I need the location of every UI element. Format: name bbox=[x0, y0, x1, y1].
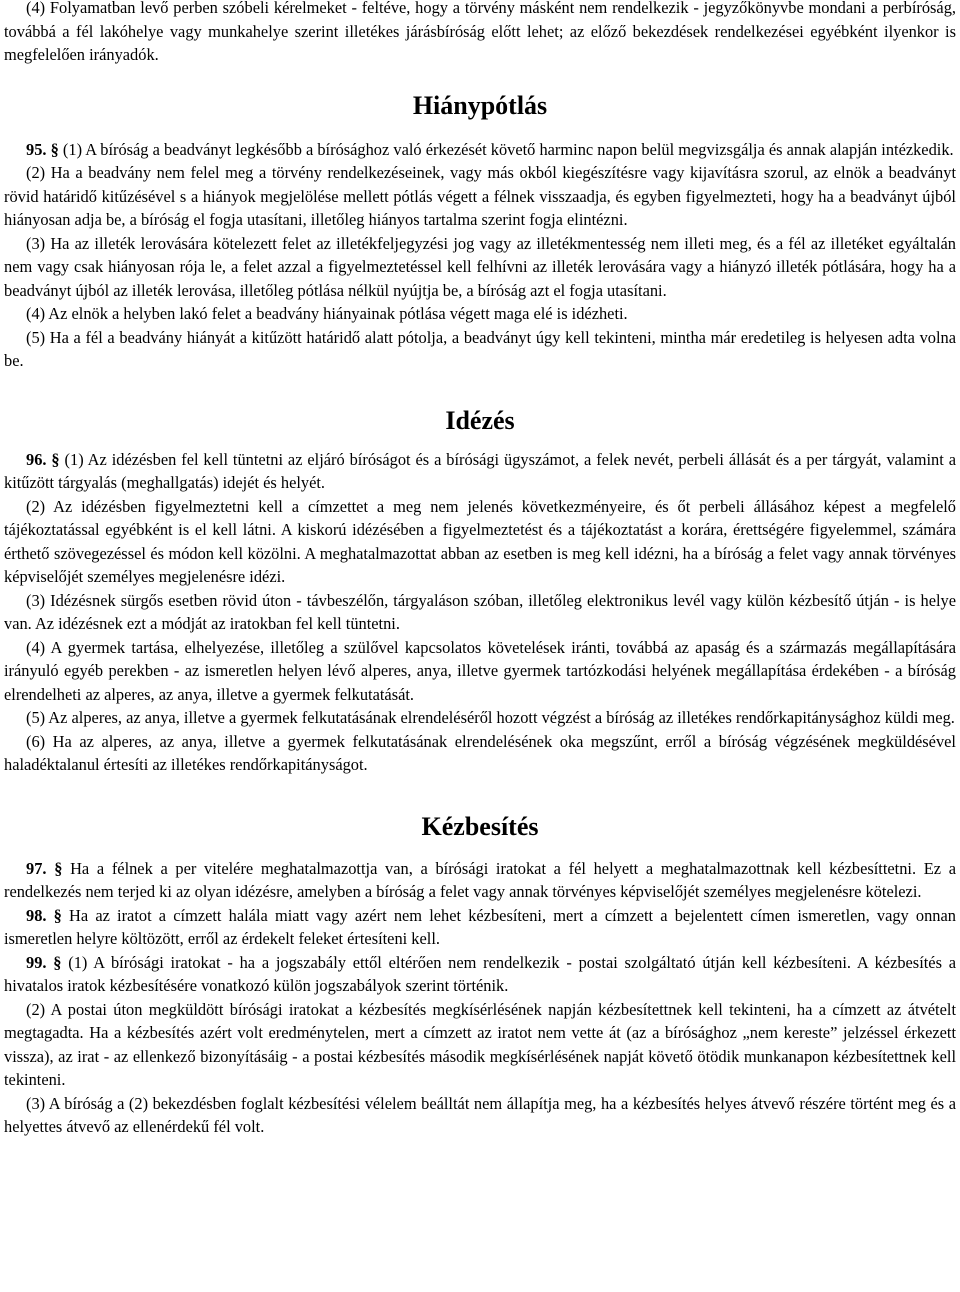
section-99-para-3: (3) A bíróság a (2) bekezdésben foglalt kézbesítési vélelem beálltát nem állapítja meg, ha a kézbesítés helyes átvevő részére történt meg és a helyettes átvevő az ellenérdekű fél volt. bbox=[4, 1093, 956, 1136]
section-number-97: 97. bbox=[26, 858, 47, 878]
section-sign: § bbox=[51, 449, 60, 469]
section-96-para-2: (2) Az idézésben figyelmeztetni kell a címzettet a meg nem jelenés következményeire, és őt perbeli állásához képest a megfelelő tájékoztatással egyébként is el kell látni. A kiskorú idézésében a figyelmeztetést és a tájékoztatást a korára, érettségére figyelemmel, számára érthető szövegezéssel és módon kell közölni. A meghatalmazottat abban az esetben is meg kell idézni, ha a bíróság a felet vagy annak törvényes képviselőjét személyes megjelenésre idézi. bbox=[4, 496, 956, 586]
heading-hianypotlas: Hiánypótlás bbox=[412, 90, 548, 120]
section-96-para-1 bbox=[4, 448, 956, 495]
section-96-para-4: (4) A gyermek tartása, elhelyezése, illetőleg a szülővel kapcsolatos követelések iránti, továbbá az apaság és a származás megállapítására irányuló egyéb perekben - az ismeretlen helyen lévő alperes, anya, illetve gyermek tartózkodási helyének megállapítása érdekében - a bíróság elrendelheti az alperes, az anya, illetve a gyermek felkutatását. bbox=[4, 637, 956, 704]
section-95-para-4: (4) Az elnök a helyben lakó felet a beadvány hiányainak pótlása végett maga elé is idézheti. bbox=[26, 304, 628, 323]
section-96-text-1: (1) Az idézésben fel kell tüntetni az eljáró bíróságot és a bírósági ügyszámot, a felek nevét, perbeli állását és a per tárgyát, valamint a kitűzött tárgyalás (meghallgatás) idejét és helyét. bbox=[4, 449, 956, 492]
section-95-para-3: (3) Ha az illeték lerovására kötelezett felet az illetékfeljegyzési jog vagy az illetékmentesség nem illeti meg, és a fél az illetéket egyáltalán nem vagy csak hiányosan rója le, a felet azzal a figyelmeztetéssel kell felhívni az illeték lerovására vagy a hiányzó illeték pótlására, hogy ha a beadványt újból az illeték lerovása, illetőleg pótlása nélkül nyújtja be, a bíróság azt el fogja utasítani. bbox=[4, 233, 956, 300]
paragraph-94-4: (4) Folyamatban levő perben szóbeli kérelmeket - feltéve, hogy a törvény másként nem rendelkezik - jegyzőkönyvbe mondani a perbíróság, továbbá a fél lakóhelye vagy munkahelye szerint illetékes járásbíróság előtt lehet; az előző bekezdések rendelkezései egyébként ilyenkor is megfelelően irányadók. bbox=[4, 0, 956, 64]
section-96-para-5: (5) Az alperes, az anya, illetve a gyermek felkutatásának elrendeléséről hozott végzést a bíróság az illetékes rendőrkapitánysághoz küldi meg. bbox=[26, 708, 955, 727]
section-number-96: 96. bbox=[26, 449, 47, 469]
section-sign: § bbox=[53, 905, 62, 925]
section-98 bbox=[4, 904, 956, 951]
section-98-text: Ha az iratot a címzett halála miatt vagy azért nem lehet kézbesíteni, mert a címzett a bejelentett címen ismeretlen, vagy onnan ismeretlen helyre költözött, erről az érdekelt feleket értesíteni kell. bbox=[4, 905, 956, 948]
section-number-99: 99. bbox=[26, 952, 47, 972]
section-95-para-5: (5) Ha a fél a beadvány hiányát a kitűzött határidő alatt pótolja, a beadványt úgy kell tekinteni, mintha már eredetileg is helyesen adta volna be. bbox=[4, 327, 956, 370]
section-96-para-6: (6) Ha az alperes, az anya, illetve a gyermek felkutatásának elrendelésének oka megszűnt, erről a bíróság végzésének megküldésével haladéktalanul értesíti az illetékes rendőrkapitányságot. bbox=[4, 731, 956, 774]
section-97 bbox=[4, 857, 956, 904]
section-sign: § bbox=[54, 858, 63, 878]
heading-idezes: Idézés bbox=[445, 405, 515, 435]
section-99-para-2: (2) A postai úton megküldött bírósági iratokat a kézbesítés megkísérlésének napján kézbesítettnek kell tekinteni, ha a címzett az átvételt megtagadta. Ha a kézbesítés azért volt eredménytelen, mert a címzett az iratot nem vette át (az a bírósághoz „nem kereste” jelzéssel érkezett vissza), az irat - az ellenkező bizonyításáig - a postai kézbesítés második megkísérlésének napját követő ötödik munkanapon kézbesítettnek kell tekinteni. bbox=[4, 999, 956, 1089]
section-96-para-3: (3) Idézésnek sürgős esetben rövid úton - távbeszélőn, tárgyaláson szóban, illetőleg elektronikus levél vagy külön kézbesítő útján - is helye van. Az idézésnek ezt a módját az iratokban fel kell tüntetni. bbox=[4, 590, 956, 633]
section-95-text-1: (1) A bíróság a beadványt legkésőbb a bírósághoz való érkezését követő harminc napon belül megvizsgálja és annak alapján intézkedik. bbox=[62, 139, 954, 159]
section-95-para-2: (2) Ha a beadvány nem felel meg a törvény rendelkezéseinek, vagy más okból kiegészítésre vagy kijavításra szorul, az elnök a beadványt rövid határidő kitűzésével s a hiányok megjelölése mellett pótlás végett a félnek visszaadja, és egyben figyelmezteti, hogy ha a beadványt újból hiányosan adja be, a bíróság el fogja utasítani, illetőleg hiányos tartalma szerint fogja elintézni. bbox=[4, 163, 956, 229]
section-sign: § bbox=[53, 952, 62, 972]
section-95-para-1 bbox=[4, 138, 956, 162]
heading-kezbesites: Kézbesítés bbox=[421, 811, 539, 841]
section-99-text-1: (1) A bírósági iratokat - ha a jogszabály ettől eltérően nem rendelkezik - postai szolgáltató útján kell kézbesíteni. A kézbesítés a hivatalos iratok kézbesítésére vonatkozó külön jogszabályok szerint történik. bbox=[4, 952, 956, 995]
section-99-para-1 bbox=[4, 951, 956, 998]
section-97-text: Ha a félnek a per vitelére meghatalmazottja van, a bírósági iratokat a fél helyett a meghatalmazottnak kell kézbesíttetni. Ez a rendelkezés nem terjed ki az olyan idézésre, amelyben a bíróság a felet vagy annak törvényes képviselőjét személyes megjelenésre kötelezi. bbox=[4, 858, 956, 901]
section-number-95: 95. bbox=[26, 139, 47, 159]
section-number-98: 98. bbox=[26, 905, 47, 925]
section-sign: § bbox=[50, 139, 59, 159]
